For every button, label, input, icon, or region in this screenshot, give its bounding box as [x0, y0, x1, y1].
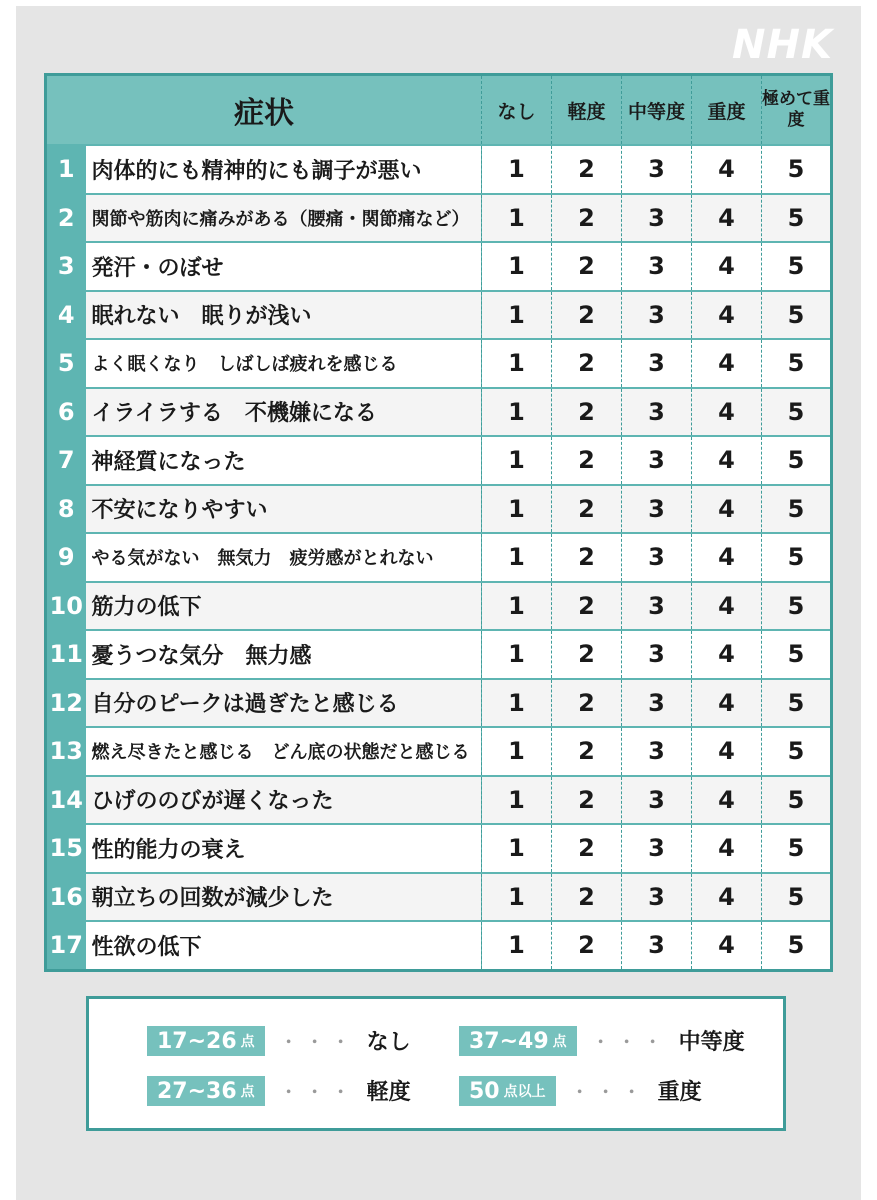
- header-symptom: 症状: [46, 75, 482, 146]
- legend-range-badge: 27~36 点: [147, 1076, 265, 1106]
- nhk-logo: NHK: [732, 22, 833, 68]
- score-cell: 2: [552, 679, 622, 728]
- score-cell: 1: [482, 485, 552, 534]
- legend-item: [147, 1025, 411, 1056]
- table-row: [46, 679, 832, 728]
- score-cell: 5: [762, 339, 832, 388]
- row-symptom: 発汗・のぼせ: [86, 242, 482, 291]
- header-level-mild: 軽度: [552, 75, 622, 146]
- score-cell: 1: [482, 436, 552, 485]
- row-symptom: 性的能力の衰え: [86, 824, 482, 873]
- score-cell: 5: [762, 727, 832, 776]
- score-cell: 1: [482, 679, 552, 728]
- table-row: [46, 194, 832, 243]
- score-cell: 4: [692, 145, 762, 194]
- row-symptom: 筋力の低下: [86, 582, 482, 631]
- row-number: 14: [46, 776, 86, 825]
- row-symptom: 自分のピークは過ぎたと感じる: [86, 679, 482, 728]
- score-cell: 4: [692, 242, 762, 291]
- score-cell: 1: [482, 824, 552, 873]
- row-number: 6: [46, 388, 86, 437]
- row-symptom: 神経質になった: [86, 436, 482, 485]
- score-cell: 2: [552, 485, 622, 534]
- header-level-moderate: 中等度: [622, 75, 692, 146]
- row-number: 12: [46, 679, 86, 728]
- row-symptom: よく眠くなり しばしば疲れを感じる: [86, 339, 482, 388]
- score-cell: 1: [482, 388, 552, 437]
- score-cell: 5: [762, 582, 832, 631]
- score-cell: 1: [482, 291, 552, 340]
- legend-range-badge: 50 点以上: [459, 1076, 556, 1106]
- row-number: 3: [46, 242, 86, 291]
- score-cell: 4: [692, 630, 762, 679]
- row-symptom: 朝立ちの回数が減少した: [86, 873, 482, 922]
- row-symptom: 眠れない 眠りが浅い: [86, 291, 482, 340]
- row-number: 1: [46, 145, 86, 194]
- score-cell: 3: [622, 291, 692, 340]
- legend-label: 軽度: [366, 1080, 411, 1105]
- table-row: [46, 533, 832, 582]
- score-cell: 2: [552, 436, 622, 485]
- row-number: 2: [46, 194, 86, 243]
- score-cell: 3: [622, 873, 692, 922]
- header-level-none: なし: [482, 75, 552, 146]
- row-symptom: やる気がない 無気力 疲労感がとれない: [86, 533, 482, 582]
- table-row: [46, 776, 832, 825]
- table-row: [46, 582, 832, 631]
- row-symptom: 肉体的にも精神的にも調子が悪い: [86, 145, 482, 194]
- score-cell: 3: [622, 194, 692, 243]
- score-cell: 2: [552, 824, 622, 873]
- legend-label: 重度: [657, 1080, 702, 1105]
- score-cell: 1: [482, 582, 552, 631]
- table-row: [46, 291, 832, 340]
- score-cell: 3: [622, 533, 692, 582]
- score-cell: 5: [762, 873, 832, 922]
- table-header: [46, 75, 832, 146]
- legend-dots: ・・・: [569, 1080, 648, 1104]
- table-row: [46, 727, 832, 776]
- score-cell: 2: [552, 630, 622, 679]
- score-cell: 1: [482, 242, 552, 291]
- score-cell: 4: [692, 194, 762, 243]
- score-cell: 3: [622, 679, 692, 728]
- table-row: [46, 242, 832, 291]
- score-cell: 1: [482, 727, 552, 776]
- table-row: [46, 436, 832, 485]
- legend-dots: ・・・: [590, 1030, 669, 1054]
- table-row: [46, 630, 832, 679]
- legend-item: [459, 1075, 702, 1106]
- score-cell: 2: [552, 727, 622, 776]
- symptom-table: [44, 73, 833, 972]
- row-number: 17: [46, 921, 86, 970]
- legend-range-badge: 37~49 点: [459, 1026, 577, 1056]
- row-number: 15: [46, 824, 86, 873]
- table-row: [46, 339, 832, 388]
- score-cell: 3: [622, 339, 692, 388]
- score-cell: 4: [692, 485, 762, 534]
- legend-dots: ・・・: [278, 1080, 357, 1104]
- row-symptom: 不安になりやすい: [86, 485, 482, 534]
- legend-label: なし: [366, 1030, 411, 1055]
- legend-item: [147, 1075, 411, 1106]
- row-number: 5: [46, 339, 86, 388]
- score-cell: 2: [552, 921, 622, 970]
- score-cell: 4: [692, 679, 762, 728]
- score-legend: [86, 996, 786, 1131]
- row-number: 9: [46, 533, 86, 582]
- score-cell: 1: [482, 533, 552, 582]
- score-cell: 4: [692, 582, 762, 631]
- score-cell: 2: [552, 582, 622, 631]
- row-symptom: イライラする 不機嫌になる: [86, 388, 482, 437]
- header-level-severe: 重度: [692, 75, 762, 146]
- score-cell: 3: [622, 485, 692, 534]
- table-row: [46, 824, 832, 873]
- score-cell: 2: [552, 339, 622, 388]
- score-cell: 5: [762, 194, 832, 243]
- row-number: 13: [46, 727, 86, 776]
- score-cell: 3: [622, 242, 692, 291]
- score-cell: 2: [552, 194, 622, 243]
- score-cell: 4: [692, 388, 762, 437]
- table-row: [46, 145, 832, 194]
- score-cell: 5: [762, 388, 832, 437]
- score-cell: 5: [762, 291, 832, 340]
- row-symptom: 性欲の低下: [86, 921, 482, 970]
- score-cell: 2: [552, 533, 622, 582]
- score-cell: 4: [692, 291, 762, 340]
- table-row: [46, 873, 832, 922]
- row-number: 4: [46, 291, 86, 340]
- score-cell: 2: [552, 873, 622, 922]
- score-cell: 5: [762, 824, 832, 873]
- score-cell: 4: [692, 921, 762, 970]
- legend-item: [459, 1025, 745, 1056]
- row-symptom: 憂うつな気分 無力感: [86, 630, 482, 679]
- score-cell: 2: [552, 242, 622, 291]
- row-number: 7: [46, 436, 86, 485]
- score-cell: 1: [482, 630, 552, 679]
- row-number: 8: [46, 485, 86, 534]
- score-cell: 2: [552, 388, 622, 437]
- legend-range-badge: 17~26 点: [147, 1026, 265, 1056]
- row-symptom: ひげののびが遅くなった: [86, 776, 482, 825]
- table-row: [46, 388, 832, 437]
- score-cell: 4: [692, 727, 762, 776]
- score-cell: 5: [762, 436, 832, 485]
- score-cell: 2: [552, 291, 622, 340]
- score-cell: 1: [482, 873, 552, 922]
- score-cell: 4: [692, 533, 762, 582]
- table-row: [46, 485, 832, 534]
- score-cell: 1: [482, 776, 552, 825]
- table-row: [46, 921, 832, 970]
- score-cell: 2: [552, 776, 622, 825]
- score-cell: 3: [622, 388, 692, 437]
- score-cell: 1: [482, 921, 552, 970]
- score-cell: 4: [692, 436, 762, 485]
- score-cell: 3: [622, 824, 692, 873]
- score-cell: 3: [622, 727, 692, 776]
- score-cell: 4: [692, 824, 762, 873]
- score-cell: 2: [552, 145, 622, 194]
- score-cell: 3: [622, 776, 692, 825]
- score-cell: 5: [762, 485, 832, 534]
- row-number: 16: [46, 873, 86, 922]
- score-cell: 5: [762, 776, 832, 825]
- score-cell: 5: [762, 145, 832, 194]
- header-level-extreme: 極めて重度: [762, 75, 832, 146]
- score-cell: 5: [762, 630, 832, 679]
- score-cell: 5: [762, 242, 832, 291]
- row-symptom: 関節や筋肉に痛みがある（腰痛・関節痛など）: [86, 194, 482, 243]
- score-cell: 3: [622, 436, 692, 485]
- score-cell: 3: [622, 145, 692, 194]
- score-cell: 3: [622, 630, 692, 679]
- score-cell: 3: [622, 582, 692, 631]
- legend-label: 中等度: [678, 1030, 745, 1055]
- score-cell: 4: [692, 776, 762, 825]
- row-number: 10: [46, 582, 86, 631]
- score-cell: 1: [482, 145, 552, 194]
- score-cell: 1: [482, 339, 552, 388]
- row-number: 11: [46, 630, 86, 679]
- score-cell: 5: [762, 533, 832, 582]
- score-cell: 5: [762, 921, 832, 970]
- score-cell: 4: [692, 339, 762, 388]
- score-cell: 1: [482, 194, 552, 243]
- row-symptom: 燃え尽きたと感じる どん底の状態だと感じる: [86, 727, 482, 776]
- score-cell: 4: [692, 873, 762, 922]
- score-cell: 5: [762, 679, 832, 728]
- legend-dots: ・・・: [278, 1030, 357, 1054]
- score-cell: 3: [622, 921, 692, 970]
